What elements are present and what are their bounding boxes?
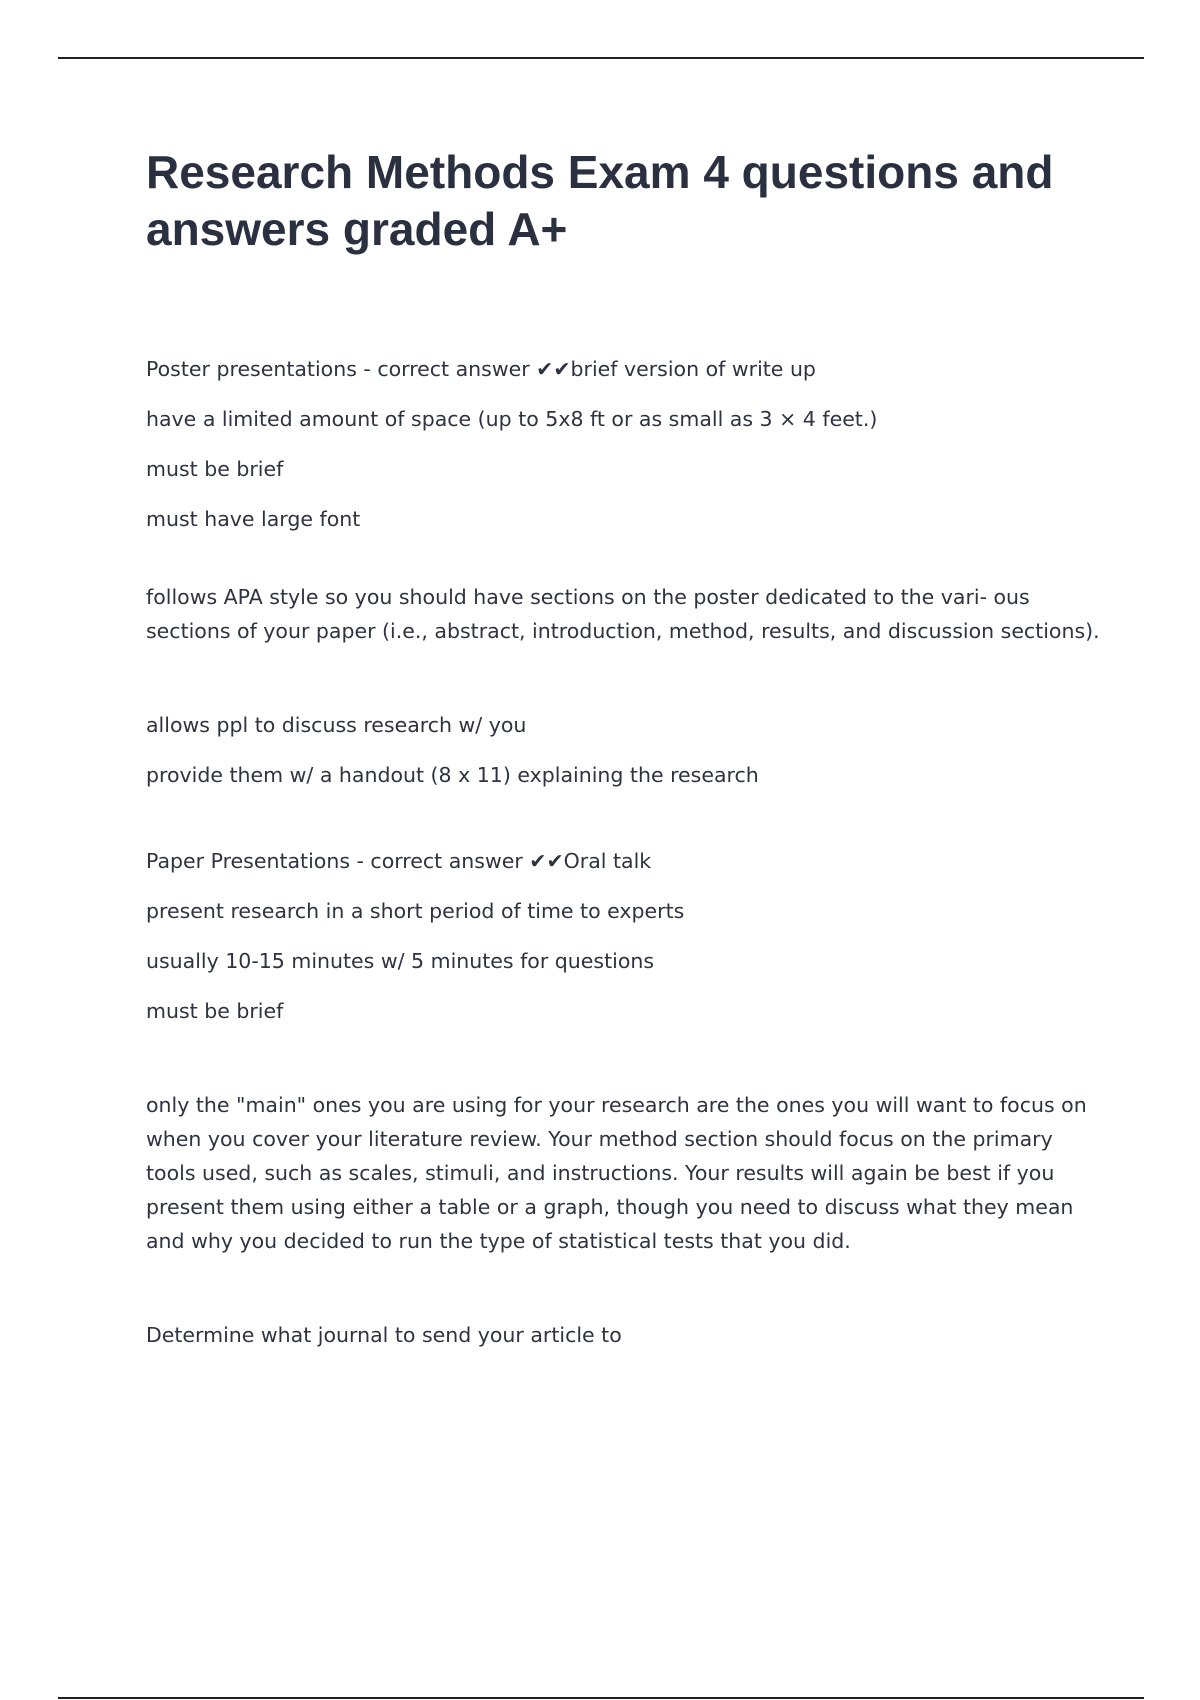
answer-line: must have large font [146,507,361,531]
discussion-block [146,712,1101,788]
journal-block [146,1322,1101,1348]
literature-review-paragraph: only the "main" ones you are using for your research are the ones you will want to focus on when you cover your literature review. Your method section should focus on the primary tools used, such as scales, stimuli, and instructions. Your results will again be best if you present them using either a table or a graph, though you need to discuss what they mean and why you decided to run the type of statistical tests that you did. [146,1093,1087,1253]
answer-line: present research in a short period of time to experts [146,899,685,923]
answer-line: have a limited amount of space (up to 5x8 ft or as small as 3 × 4 feet.) [146,407,878,431]
answer-line: Determine what journal to send your article to [146,1323,622,1347]
paper-presentations-block [146,848,1101,1024]
answer-line: allows ppl to discuss research w/ you [146,713,527,737]
question-line: Paper Presentations - correct answer ✔✔Oral talk [146,849,652,873]
question-line: Poster presentations - correct answer ✔✔brief version of write up [146,357,816,381]
bottom-rule [58,1697,1144,1699]
apa-style-paragraph: follows APA style so you should have sections on the poster dedicated to the vari- ous sections of your paper (i.e., abstract, introduction, method, results, and discussion sections). [146,585,1100,643]
page-title: Research Methods Exam 4 questions and answers graded A+ [146,146,1054,255]
answer-line: must be brief [146,457,284,481]
answer-line: usually 10-15 minutes w/ 5 minutes for questions [146,949,655,973]
answer-line: provide them w/ a handout (8 x 11) explaining the research [146,763,759,787]
document-body [146,356,1101,1372]
top-rule [58,57,1144,59]
answer-line: must be brief [146,999,284,1023]
poster-presentations-block [146,356,1101,532]
